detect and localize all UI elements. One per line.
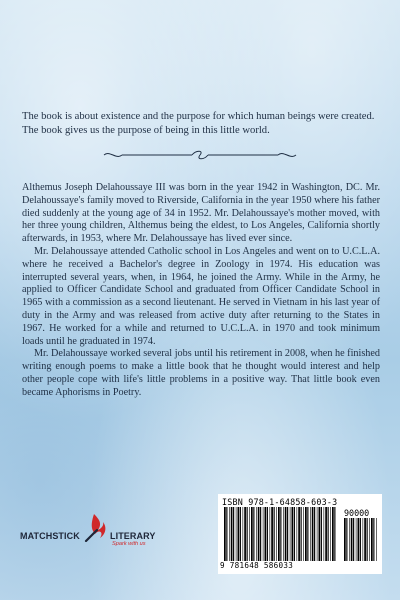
isbn-barcode <box>218 494 382 574</box>
publisher-tagline: Spark with us <box>112 541 146 547</box>
publisher-logo <box>20 512 200 552</box>
bio-paragraph: Mr. Delahoussaye attended Catholic school in Los Angeles and went on to U.C.L.A. where he received a Bachelor's degree in Zoology in 1974. His education was interrupted several years, when, in 1964, he joined the Army. While in the Army, he applied to Officer Candidate School and graduated from Officer Candidate School in 1965 with a commission as a second lieutenant. He served in Vietnam in his last year of duty in the Army and was released from active duty after returning to the States in 1967. He worked for a while and returned to U.C.L.A. in 1970 and took minimum loads until he graduated in 1974. <box>22 245 380 347</box>
isbn-text: ISBN 978-1-64858-603-3 <box>222 497 338 507</box>
publisher-name-right: LITERARY <box>110 531 156 541</box>
book-description: The book is about existence and the purpose for which human beings were created. The book gives us the purpose of being in this little world. <box>22 111 375 136</box>
barcode-bars <box>224 507 338 561</box>
barcode-number: 9 781648 586033 <box>220 561 294 570</box>
price-code: 90000 <box>344 508 370 518</box>
ornamental-divider <box>100 147 300 163</box>
publisher-name-left: MATCHSTICK <box>20 531 80 541</box>
addon-barcode-bars <box>344 518 378 561</box>
flame-icon <box>80 512 110 542</box>
bio-paragraph: Mr. Delahoussaye worked several jobs until his retirement in 2008, when he finished writing enough poems to make a little book that he thought would interest and help other people cope with life's little problems in a positive way. That little book even became Aphorisms in Poetry. <box>22 348 380 398</box>
bio-paragraph: Althemus Joseph Delahoussaye III was born in the year 1942 in Washington, DC. Mr. Delahoussaye's family moved to Riverside, California in the year 1950 where his father died suddenly at the young age of 34 in 1952. Mr. Delahoussaye's mother moved, with her three young children, Althemus being the eldest, to Los Angeles, California shortly afterwards, in 1953, where Mr. Delahoussaye has lived ever since. <box>22 182 380 245</box>
author-biography <box>22 182 380 400</box>
